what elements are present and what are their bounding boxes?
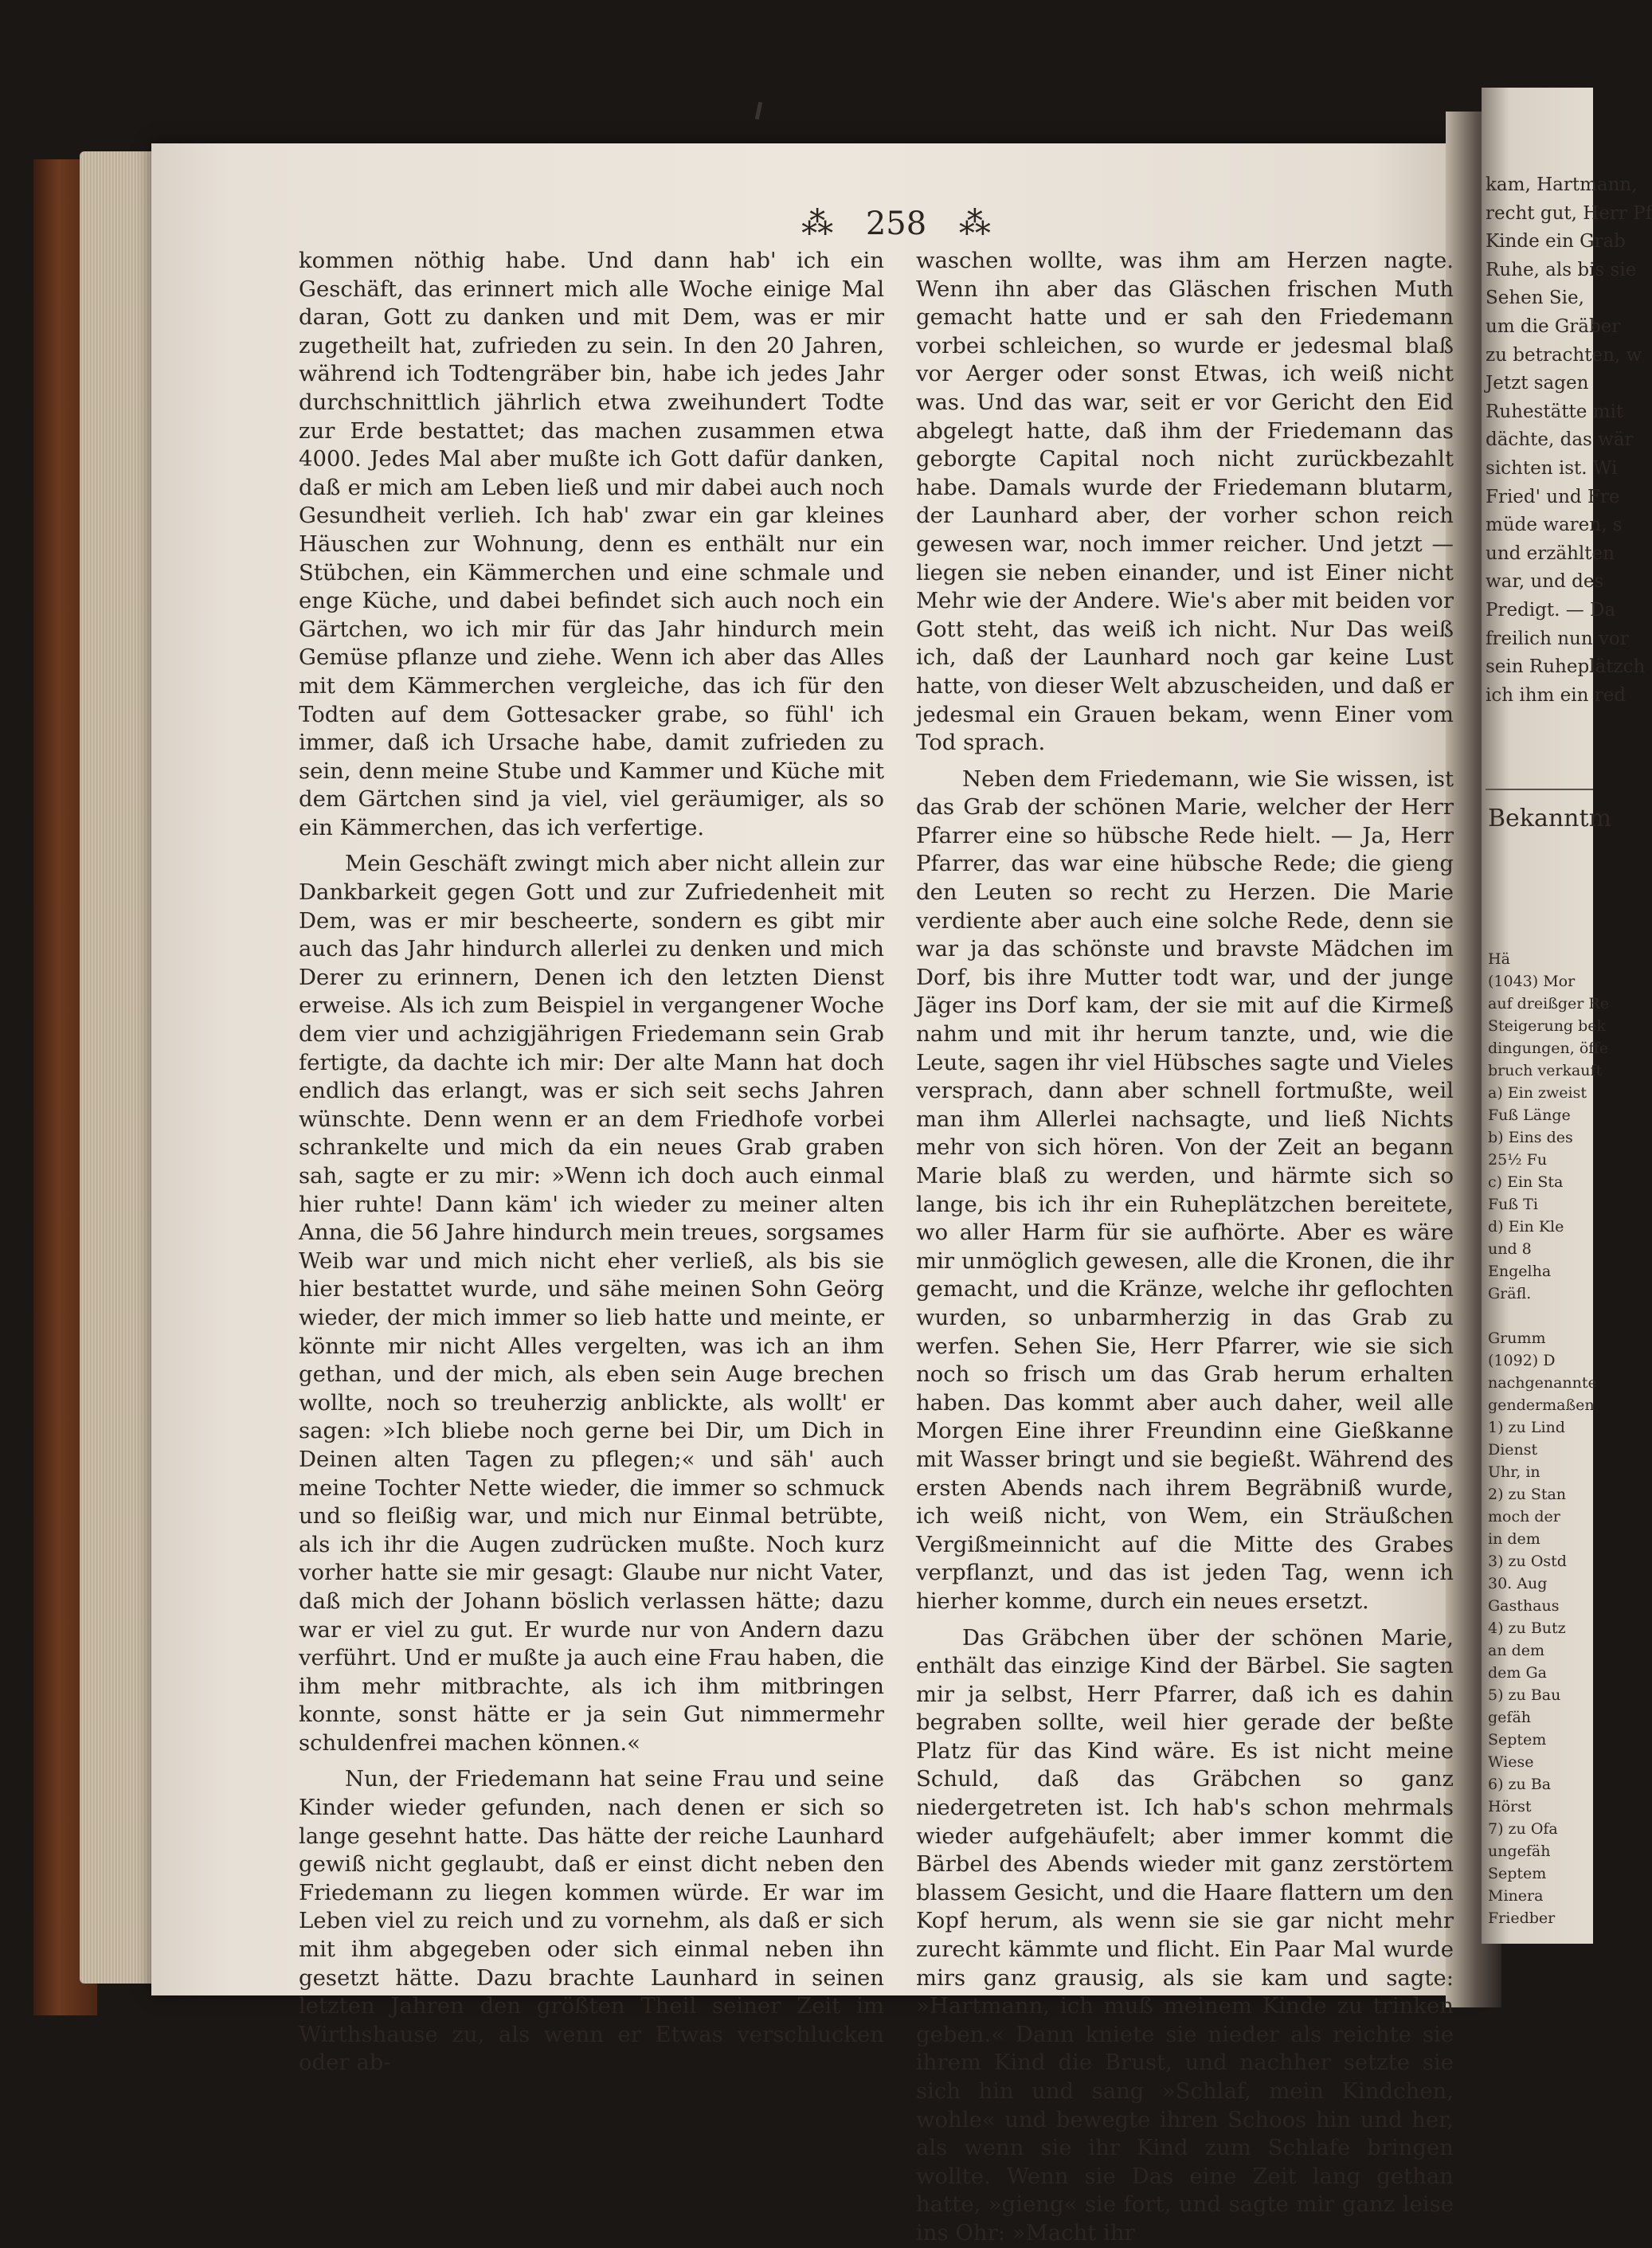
- notice-line: Steigerung bek: [1488, 1017, 1607, 1035]
- facing-page-notices: [1488, 948, 1609, 1929]
- page-number-text: 258: [865, 206, 927, 242]
- notice-line: d) Ein Kle: [1488, 1218, 1564, 1236]
- paragraph: waschen wollte, was ihm am Herzen nagte. Wenn ihn aber das Gläschen frischen Muth gemacht hatte und er sah den Friedemann vorbei schleichen, so wurde er jedesmal blaß vor Aerger oder sonst Etwas, ich weiß nicht was. Und das war, seit er vor Gericht den Eid abgelegt hatte, daß ihm der Friedemann das geborgte Capital noch nicht zurückbezahlt habe. Damals wurde der Friedemann blutarm, der Launhard aber, der vorher schon reich gewesen war, noch immer reicher. Und jetzt — liegen sie neben einander, und ist Einer nicht Mehr wie der Andere. Wie's aber mit beiden vor Gott steht, das weiß ich nicht. Nur Das weiß ich, daß der Launhard noch gar keine Lust hatte, von dieser Welt abzuscheiden, und daß er jedesmal ein Grauen bekam, wenn Einer vom Tod sprach.: [916, 248, 1454, 756]
- facing-page-line: Jetzt sagen: [1486, 373, 1589, 394]
- notice-line: Grumm: [1488, 1330, 1546, 1347]
- notice-line: 4) zu Butz: [1488, 1619, 1566, 1637]
- notice-line: Dienst: [1488, 1441, 1538, 1459]
- facing-page-line: Ruhe, als bis sie: [1486, 259, 1637, 280]
- notice-line: Minera: [1488, 1887, 1544, 1905]
- notice-line: 1) zu Lind: [1488, 1419, 1565, 1436]
- notice-line: 7) zu Ofa: [1488, 1820, 1558, 1838]
- notice-line: moch der: [1488, 1508, 1560, 1525]
- notice-line: (1043) Mor: [1488, 973, 1576, 990]
- facing-page-line: Fried' und Fre: [1486, 486, 1620, 507]
- facing-page-line: Predigt. — Da: [1486, 599, 1616, 621]
- notice-line: Hä: [1488, 950, 1510, 968]
- paragraph: kommen nöthig habe. Und dann hab' ich ein Geschäft, das erinnert mich alle Woche einige Mal daran, Gott zu danken und mit Dem, was er mir zugetheilt hat, zufrieden zu sein. In den 20 Jahren, während ich Todtengräber bin, habe ich jedes Jahr durchschnittlich jährlich etwa zweihundert Todte zur Erde bestattet; das machen zusammen etwa 4000. Jedes Mal aber mußte ich Gott dafür danken, daß er mich am Leben ließ und mir dabei auch noch Gesundheit verlieh. Ich hab' zwar ein gar kleines Häuschen zur Wohnung, denn es enthält nur ein Stübchen, ein Kämmerchen und eine schmale und enge Küche, und dabei befindet sich auch noch ein Gärtchen, wo ich mir für das Jahr hindurch mein Gemüse pflanze und ziehe. Wenn ich aber das Alles mit dem Kämmerchen vergleiche, das ich für den Todten auf dem Gottesacker grabe, so fühl' ich immer, daß ich Ursache habe, damit zufrieden zu sein, denn meine Stube und Kammer und Küche mit dem Gärtchen sind ja viel, viel geräumiger, als so ein Kämmerchen, das ich verfertige.: [299, 248, 884, 840]
- paragraph: Mein Geschäft zwingt mich aber nicht allein zur Dankbarkeit gegen Gott und zur Zufriedenheit mit Dem, was er mir bescheerte, sondern es gibt mir auch das Jahr hindurch allerlei zu denken und mich Derer zu erinnern, Denen ich den letzten Dienst erweise. Als ich zum Beispiel in vergangener Woche dem vier und achzigjährigen Friedemann sein Grab fertigte, da dachte ich mir: Der alte Mann hat doch endlich das erlangt, was er sich seit sechs Jahren wünschte. Denn wenn er an dem Friedhofe vorbei schrankelte und mich da ein neues Grab graben sah, sagte er zu mir: »Wenn ich doch auch einmal hier ruhte! Dann käm' ich wieder zu meiner alten Anna, die 56 Jahre hindurch mein treues, sorgsames Weib war und mich nicht eher verließ, als bis sie hier bestattet wurde, und sähe meinen Sohn Geörg wieder, der mich immer so lieb hatte und meinte, er könnte mir nicht Alles vergelten, was ich an ihm gethan, und der mich, als eben sein Auge brechen wollte, noch so treuherzig anblickte, als wollt' er sagen: »Ich bliebe noch gerne bei Dir, um Dich in Deinen alten Tagen zu pflegen;« und säh' auch meine Tochter Nette wieder, die immer so schmuck und so fleißig war, und mich nur Einmal betrübte, als ich ihr die Augen zudrücken mußte. Noch kurz vorher hatte sie mir gesagt: Glaube nur nicht Vater, daß mich der Johann böslich verlassen hätte; dazu war er viel zu gut. Er wurde nur von Andern dazu verführt. Und er mußte ja auch eine Frau haben, die ihm mehr mitbrachte, als ich ihm mitbringen konnte, sonst hätte er ja sein Gut nimmermehr schuldenfrei machen können.«: [299, 851, 884, 1756]
- facing-page-line: recht gut, Herr Pf: [1486, 202, 1652, 224]
- facing-page-line: Kinde ein Grab: [1486, 231, 1626, 253]
- notice-line: Fuß Ti: [1488, 1196, 1538, 1213]
- notice-line: b) Eins des: [1488, 1129, 1573, 1146]
- facing-page-text: [1486, 171, 1652, 710]
- divider: [1486, 789, 1593, 790]
- notice-line: a) Ein zweist: [1488, 1084, 1587, 1102]
- notice-line: bruch verkauft: [1488, 1062, 1603, 1079]
- notice-line: 2) zu Stan: [1488, 1486, 1567, 1503]
- facing-page-line: sichten ist. Wi: [1486, 457, 1618, 479]
- ornament-left-icon: ⁂: [801, 206, 834, 242]
- facing-page-line: freilich nun vor: [1486, 628, 1629, 649]
- notice-line: 5) zu Bau: [1488, 1686, 1561, 1704]
- paragraph: Nun, der Friedemann hat seine Frau und seine Kinder wieder gefunden, nach denen er sich so lange gesehnt hatte. Das hätte der reiche Launhard gewiß nicht geglaubt, daß er einst dicht neben den Friedemann zu liegen kommen würde. Er war im Leben viel zu reich und zu vornehm, als daß er sich mit ihm abgegeben oder sich einmal neben ihn gesetzt hätte. Dazu brachte Launhard in seinen letzten Jahren den größten Theil seiner Zeit im Wirthshause zu, als wenn er Etwas verschlucken oder ab-: [299, 1766, 884, 2076]
- notice-line: Gräfl.: [1488, 1285, 1532, 1302]
- notice-line: dingungen, öffe: [1488, 1040, 1609, 1057]
- facing-page-line: Sehen Sie,: [1486, 288, 1584, 309]
- facing-page-line: zu betrachten, w: [1486, 344, 1642, 366]
- notice-line: an dem: [1488, 1642, 1545, 1659]
- notice-line: gendermaßen: [1488, 1396, 1595, 1414]
- notice-line: in dem: [1488, 1530, 1540, 1548]
- facing-page-line: und erzählten: [1486, 542, 1615, 564]
- notice-line: 25½ Fu: [1488, 1151, 1548, 1169]
- facing-page-line: dächte, das wär: [1486, 429, 1634, 451]
- facing-page-line: müde waren, s: [1486, 515, 1623, 536]
- ink-mark: [755, 102, 762, 120]
- notice-line: ungefäh: [1488, 1843, 1551, 1860]
- notice-line: auf dreißger Re: [1488, 995, 1609, 1012]
- notice-line: Fuß Länge: [1488, 1106, 1571, 1124]
- facing-page-heading: Bekanntm: [1488, 805, 1612, 832]
- facing-page-line: ich ihm ein red: [1486, 684, 1627, 706]
- facing-page-line: war, und des: [1486, 571, 1604, 593]
- page-edges: [80, 151, 155, 1984]
- notice-line: (1092) D: [1488, 1352, 1556, 1369]
- paragraph: Das Gräbchen über der schönen Marie, enthält das einzige Kind der Bärbel. Sie sagten mir ja selbst, Herr Pfarrer, daß ich es dahin begraben sollte, weil hier gerade der beßte Platz für das Kind wäre. Es ist nicht meine Schuld, daß das Gräbchen so ganz niedergetreten ist. Ich hab's schon mehrmals wieder aufgehäufelt; aber immer kommt die Bärbel des Abends wieder mit ganz zerstörtem blassem Gesicht, und die Haare flattern um den Kopf herum, als wenn sie sie gar nicht mehr zurecht kämmte und flicht. Ein Paar Mal wurde mirs ganz grausig, als sie kam und sagte: »Hartmann, ich muß meinem Kinde zu trinken geben.« Dann kniete sie nieder als reichte sie ihrem Kind die Brust, und nachher setzte sie sich hin und sang »Schlaf, mein Kindchen, wohle« und bewegte ihren Schoos hin und her, als wenn sie ihr Kind zum Schlafe bringen wollte. Wenn sie Das eine Zeit lang gethan hatte, »gieng« sie fort, und sagte mir ganz leise ins Ohr: »Macht ihr: [916, 1624, 1454, 2246]
- notice-line: und 8: [1488, 1240, 1532, 1258]
- notice-line: dem Ga: [1488, 1664, 1547, 1682]
- facing-page-line: um die Gräber: [1486, 315, 1621, 337]
- right-text-column: [916, 247, 1454, 2248]
- notice-line: Friedber: [1488, 1909, 1556, 1927]
- notice-line: 6) zu Ba: [1488, 1776, 1552, 1793]
- facing-page-line: kam, Hartmann,: [1486, 174, 1638, 195]
- notice-line: Septem: [1488, 1865, 1547, 1882]
- paragraph: Neben dem Friedemann, wie Sie wissen, ist das Grab der schönen Marie, welcher der Herr Pfarrer eine so hübsche Rede hielt. — Ja, Herr Pfarrer, das war eine hübsche Rede; die gieng den Leuten so recht zu Herzen. Die Marie verdiente aber auch eine solche Rede, denn sie war ja das schönste und bravste Mädchen im Dorf, bis ihre Mutter todt war, und der junge Jäger ins Dorf kam, der sie mit auf die Kirmeß nahm und mit ihr herum tanzte, und, wie die Leute, sagen ihr viel Hübsches sagte und Vieles versprach, dann aber schnell fortmußte, weil man ihm Allerlei nachsagte, und ließ Nichts mehr von sich hören. Von der Zeit an begann Marie blaß zu werden, und härmte sich so lange, bis ich ihr ein Ruheplätzchen bereitete, wo aller Harm für sie aufhörte. Aber es wäre mir unmöglich gewesen, alle die Kronen, die ihr gemacht, und die Kränze, welche ihr geflochten wurden, so unbarmherzig in das Grab zu werfen. Sehen Sie, Herr Pfarrer, wie sie sich noch so frisch um das Grab herum erhalten haben. Das kommt aber auch daher, weil alle Morgen Eine ihrer Freundinn eine Gießkanne mit Wasser bringt und sie begießt. Während des ersten Abends nach ihrem Begräbniß wurde, ich weiß nicht, von Wem, ein Sträußchen Vergißmeinnicht auf die Mitte des Grabes verpflanzt, und das ist jeden Tag, wenn ich hierher komme, durch ein neues ersetzt.: [916, 766, 1454, 1614]
- notice-line: gefäh: [1488, 1709, 1532, 1726]
- notice-line: c) Ein Sta: [1488, 1173, 1564, 1191]
- notice-line: Wiese: [1488, 1753, 1534, 1771]
- left-text-column: [299, 247, 884, 2078]
- notice-line: Septem: [1488, 1731, 1547, 1749]
- facing-page-line: sein Ruheplätzch: [1486, 656, 1646, 678]
- notice-line: Gasthaus: [1488, 1597, 1560, 1615]
- notice-line: Engelha: [1488, 1263, 1552, 1280]
- notice-line: 30. Aug: [1488, 1575, 1548, 1592]
- notice-line: Uhr, in: [1488, 1463, 1540, 1481]
- page-number: [789, 206, 1004, 242]
- facing-page-line: Ruhestätte mit: [1486, 401, 1624, 422]
- notice-line: nachgenannte: [1488, 1374, 1597, 1392]
- notice-line: 3) zu Ostd: [1488, 1553, 1567, 1570]
- notice-line: [1488, 1305, 1593, 1327]
- ornament-right-icon: ⁂: [958, 206, 991, 242]
- notice-line: Hörst: [1488, 1798, 1532, 1815]
